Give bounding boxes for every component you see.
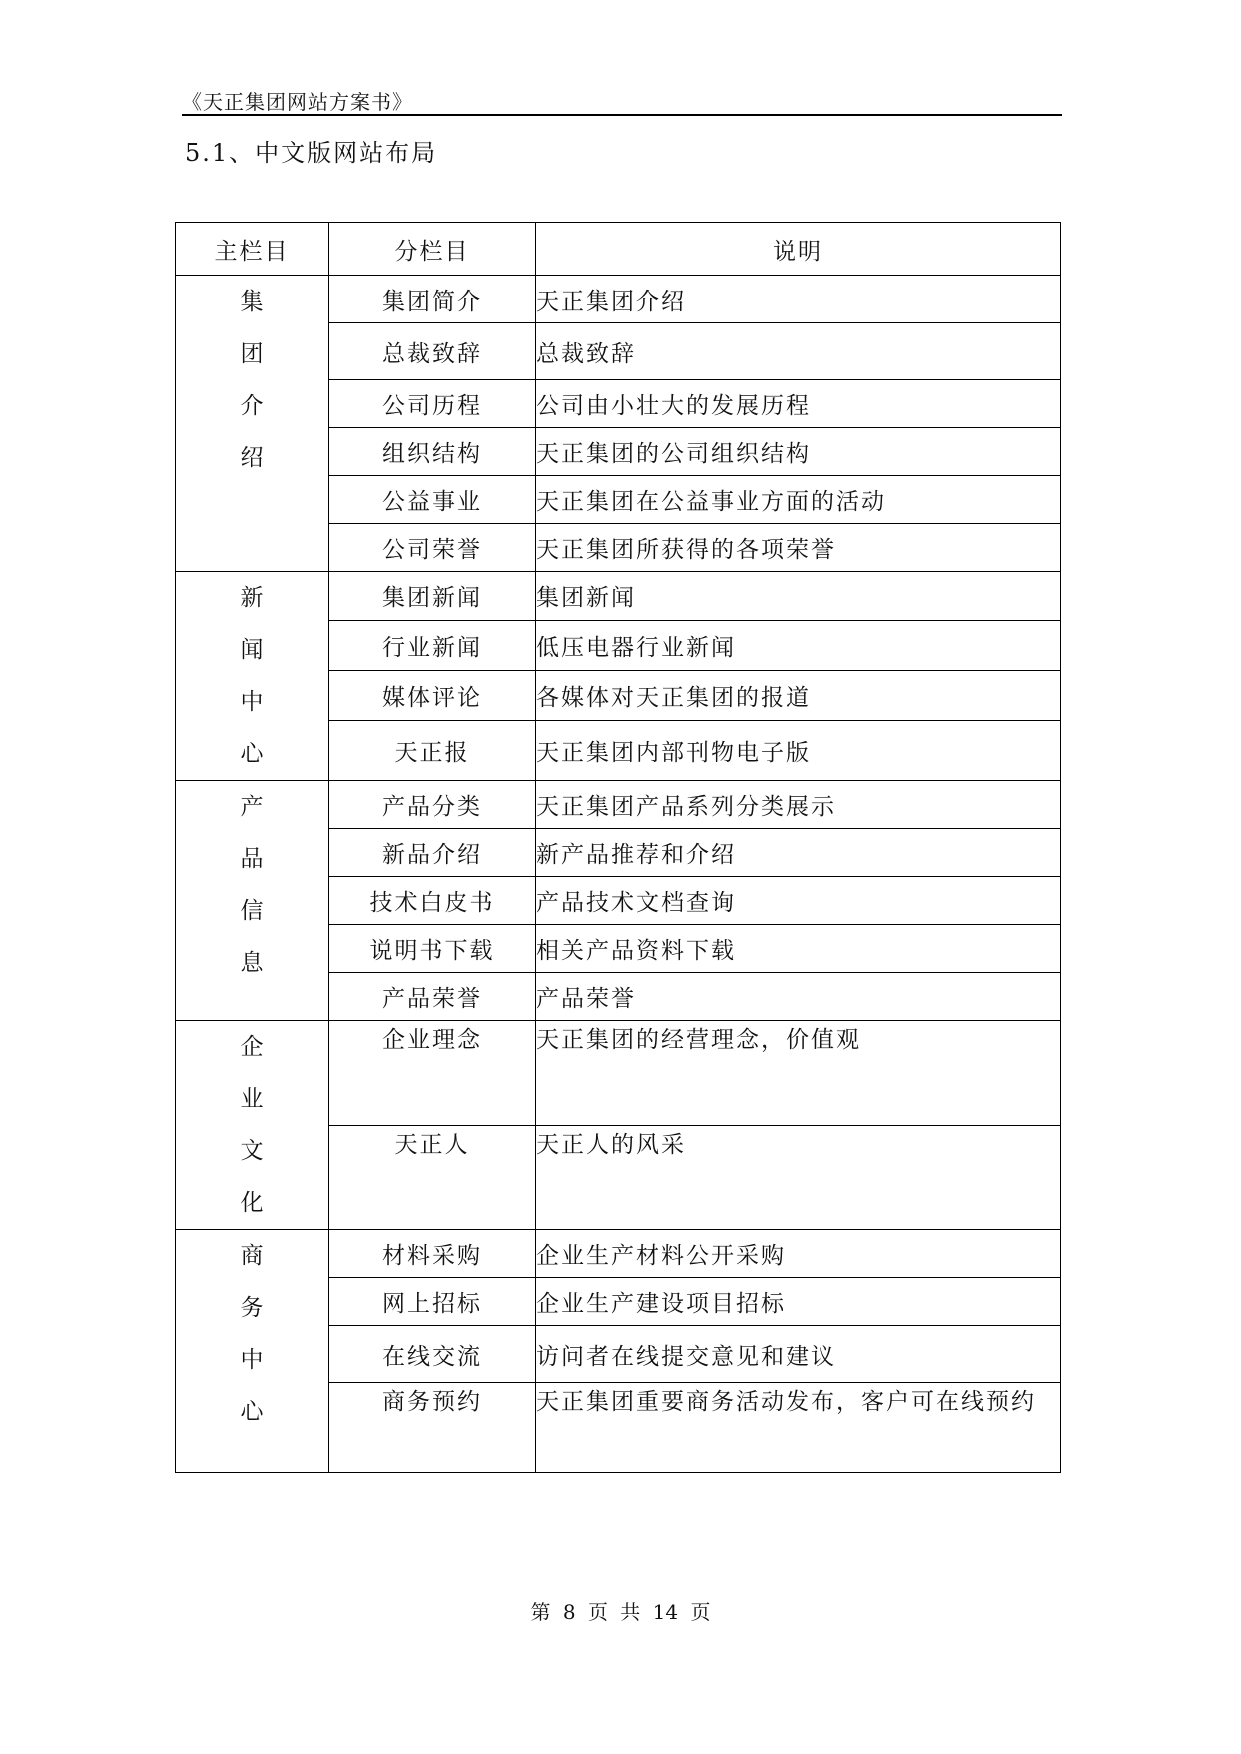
main-category-cell: [176, 276, 329, 572]
page-number: 第 8 页 共 14 页: [530, 1600, 711, 1624]
description-cell: 集团新闻: [536, 572, 1061, 621]
main-category-cell: [176, 781, 329, 1021]
sub-category-cell: 商务预约: [329, 1383, 536, 1473]
section-heading: 5.1、中文版网站布局: [185, 139, 438, 167]
description-cell: 新产品推荐和介绍: [536, 829, 1061, 877]
sub-category-cell: 网上招标: [329, 1278, 536, 1326]
description-cell: 相关产品资料下载: [536, 925, 1061, 973]
description-cell: 天正人的风采: [536, 1126, 1061, 1230]
main-category-char: 务: [240, 1295, 264, 1321]
sub-category-cell: 公益事业: [329, 476, 536, 524]
main-category-char: 产: [240, 794, 264, 820]
sub-category-cell: 产品荣誉: [329, 973, 536, 1021]
site-layout-table: [175, 222, 1061, 1473]
main-category-char: 团: [240, 341, 264, 367]
table-row: [176, 1021, 1061, 1126]
main-category-char: 新: [240, 585, 264, 611]
sub-category-cell: 集团简介: [329, 276, 536, 323]
sub-category-cell: 天正报: [329, 720, 536, 780]
main-category-char: 心: [240, 741, 264, 767]
main-category-char: 业: [240, 1086, 264, 1112]
main-category-char: 心: [240, 1399, 264, 1425]
description-cell: 企业生产材料公开采购: [536, 1230, 1061, 1278]
main-category-cell: [176, 1230, 329, 1473]
sub-category-cell: 材料采购: [329, 1230, 536, 1278]
main-category-char: 绍: [240, 445, 264, 471]
sub-category-cell: 行业新闻: [329, 620, 536, 670]
sub-category-cell: 公司历程: [329, 380, 536, 428]
header-rule: [182, 114, 1062, 116]
description-cell: 总裁致辞: [536, 323, 1061, 380]
table-row: [176, 572, 1061, 621]
column-header-main: 主栏目: [176, 223, 329, 276]
description-cell: 低压电器行业新闻: [536, 620, 1061, 670]
sub-category-cell: 总裁致辞: [329, 323, 536, 380]
column-header-desc: 说明: [536, 223, 1061, 276]
description-cell: 企业生产建设项目招标: [536, 1278, 1061, 1326]
sub-category-cell: 企业理念: [329, 1021, 536, 1126]
description-cell: 天正集团所获得的各项荣誉: [536, 524, 1061, 572]
sub-category-cell: 在线交流: [329, 1326, 536, 1383]
description-cell: 访问者在线提交意见和建议: [536, 1326, 1061, 1383]
main-category-char: 集: [240, 289, 264, 315]
sub-category-cell: 技术白皮书: [329, 877, 536, 925]
description-cell: 天正集团介绍: [536, 276, 1061, 323]
main-category-char: 信: [240, 898, 264, 924]
main-category-char: 化: [240, 1190, 264, 1216]
main-category-char: 介: [240, 393, 264, 419]
sub-category-cell: 集团新闻: [329, 572, 536, 621]
description-cell: 公司由小壮大的发展历程: [536, 380, 1061, 428]
table-row: [176, 781, 1061, 829]
description-cell: 天正集团在公益事业方面的活动: [536, 476, 1061, 524]
sub-category-cell: 新品介绍: [329, 829, 536, 877]
document-title: 《天正集团网站方案书》: [182, 90, 413, 114]
description-cell: 天正集团产品系列分类展示: [536, 781, 1061, 829]
description-cell: 天正集团重要商务活动发布，客户可在线预约: [536, 1383, 1061, 1473]
main-category-char: 商: [240, 1243, 264, 1269]
sub-category-cell: 天正人: [329, 1126, 536, 1230]
main-category-char: 中: [240, 1347, 264, 1373]
description-cell: 天正集团内部刊物电子版: [536, 720, 1061, 780]
main-category-char: 中: [240, 689, 264, 715]
column-header-sub: 分栏目: [329, 223, 536, 276]
description-cell: 产品技术文档查询: [536, 877, 1061, 925]
description-cell: 天正集团的公司组织结构: [536, 428, 1061, 476]
sub-category-cell: 组织结构: [329, 428, 536, 476]
description-cell: 产品荣誉: [536, 973, 1061, 1021]
main-category-char: 文: [240, 1138, 264, 1164]
sub-category-cell: 媒体评论: [329, 670, 536, 720]
main-category-cell: [176, 572, 329, 781]
description-cell: 天正集团的经营理念，价值观: [536, 1021, 1061, 1126]
sub-category-cell: 公司荣誉: [329, 524, 536, 572]
sub-category-cell: 产品分类: [329, 781, 536, 829]
description-cell: 各媒体对天正集团的报道: [536, 670, 1061, 720]
main-category-char: 企: [240, 1034, 264, 1060]
table-row: [176, 276, 1061, 323]
table-row: [176, 1230, 1061, 1278]
main-category-char: 闻: [240, 637, 264, 663]
main-category-char: 息: [240, 950, 264, 976]
sub-category-cell: 说明书下载: [329, 925, 536, 973]
main-category-char: 品: [240, 846, 264, 872]
main-category-cell: [176, 1021, 329, 1230]
table-header-row: [176, 223, 1061, 276]
